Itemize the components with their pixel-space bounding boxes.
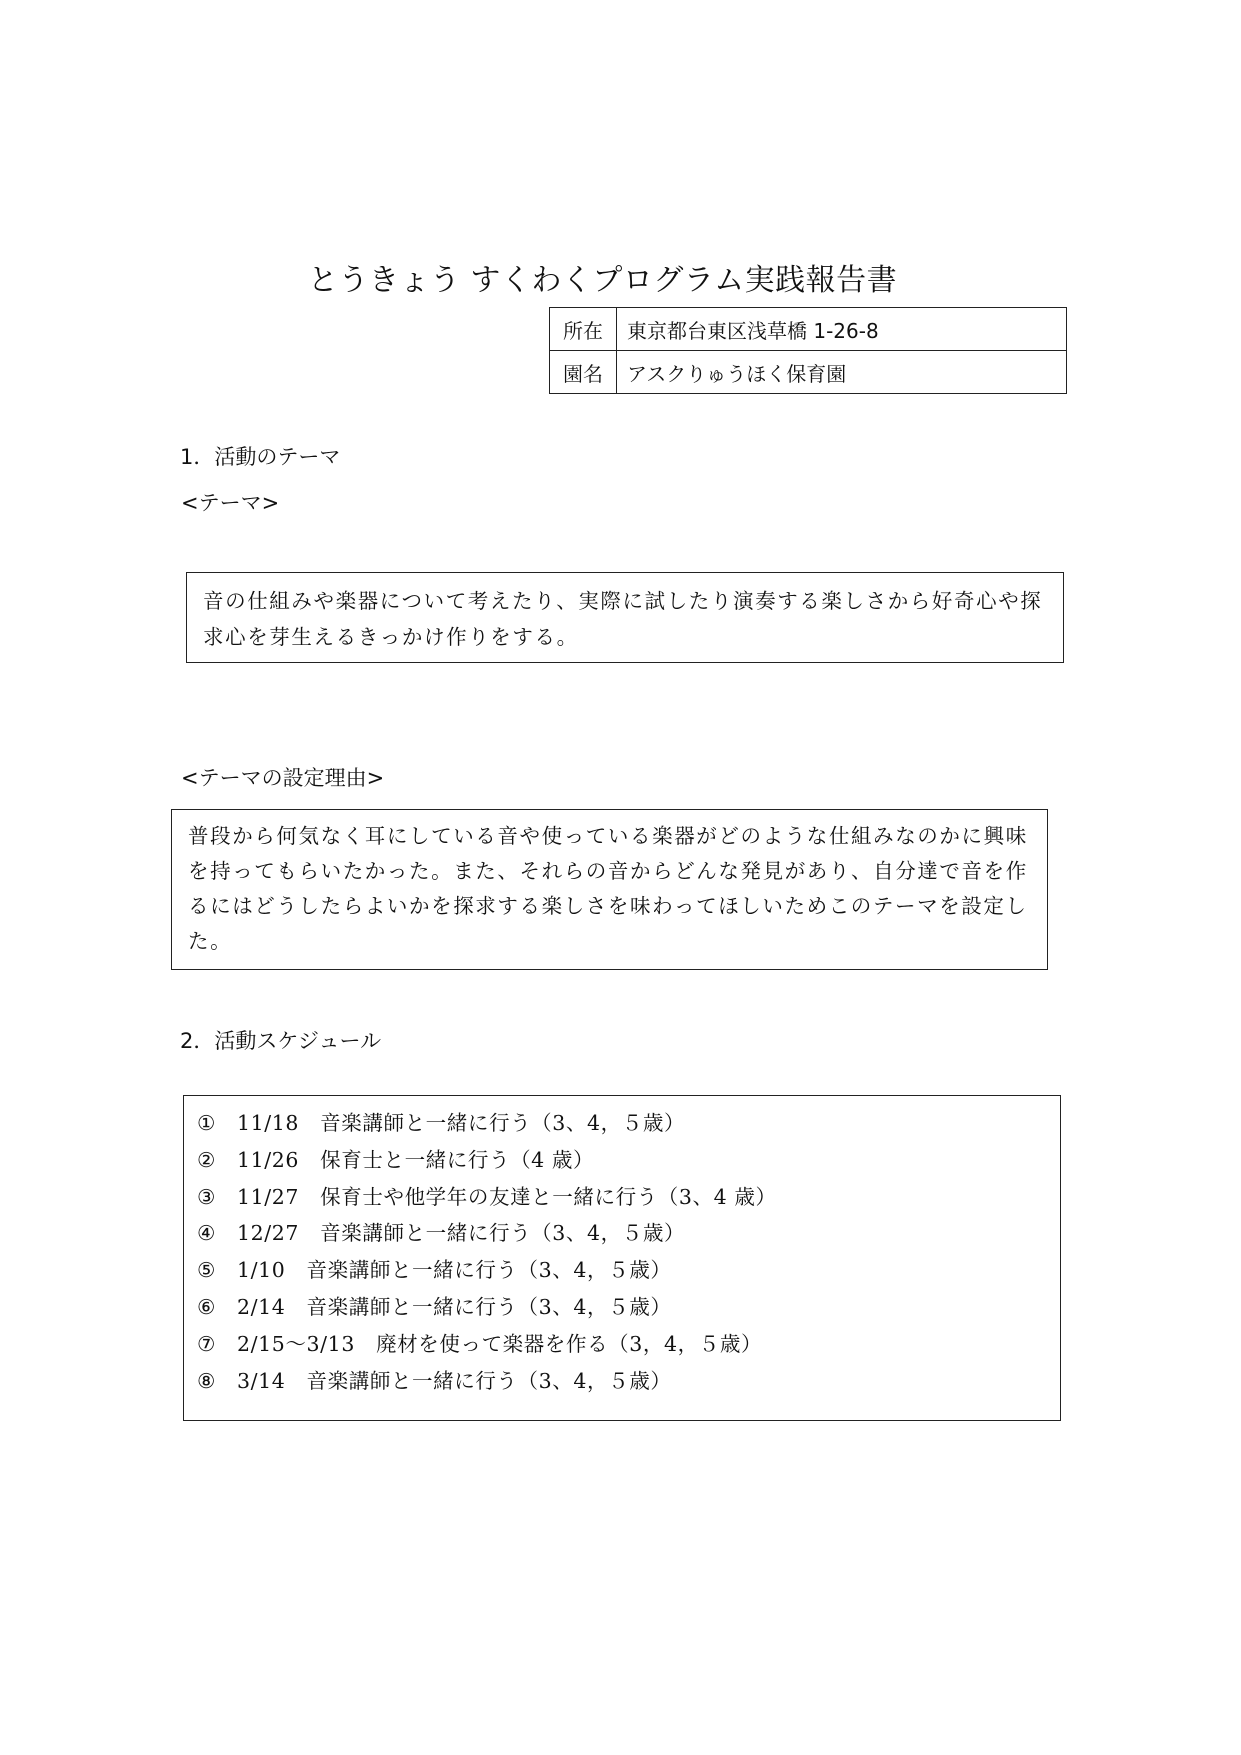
theme-heading: <テーマ>: [181, 491, 280, 515]
schedule-number: ⑦: [197, 1331, 216, 1356]
theme-line: 求心を芽生えるきっかけ作りをする。: [203, 625, 579, 649]
schedule-item: [197, 1252, 1046, 1289]
schedule-number: ③: [197, 1184, 216, 1209]
schedule-text: 2/15～3/13 廃材を使って楽器を作る（3，4，５歳）: [237, 1331, 763, 1356]
schedule-number: ④: [197, 1221, 216, 1246]
facility-name-value: アスクりゅうほく保育園: [617, 351, 1067, 394]
reason-line: るにはどうしたらよいかを探求する楽しさを味わってほしいためこのテーマを設定し: [188, 894, 1028, 918]
schedule-box: [183, 1095, 1061, 1421]
schedule-item: [197, 1142, 1046, 1179]
page-title: とうきょう すくわくプログラム実践報告書: [307, 263, 898, 298]
schedule-text: 11/18 音楽講師と一緒に行う（3、4，５歳）: [237, 1111, 686, 1135]
facility-name-label: 園名: [550, 351, 617, 394]
schedule-text: 1/10 音楽講師と一緒に行う（3、4，５歳）: [237, 1258, 672, 1283]
facility-info-table: [549, 307, 1067, 394]
schedule-item: [197, 1326, 1046, 1363]
reason-box: [171, 809, 1048, 970]
schedule-item: [197, 1289, 1046, 1326]
reason-heading: <テーマの設定理由>: [181, 766, 385, 790]
schedule-text: 11/27 保育士や他学年の友達と一緒に行う（3、4 歳）: [237, 1184, 777, 1209]
section2-heading: 2．活動スケジュール: [180, 1029, 382, 1053]
location-label: 所在: [550, 308, 617, 351]
schedule-number: ②: [197, 1147, 216, 1172]
reason-line: を持ってもらいたかった。また、それらの音からどんな発見があり、自分達で音を作: [188, 859, 1028, 883]
schedule-item: [197, 1363, 1046, 1400]
schedule-text: 11/26 保育士と一緒に行う（4 歳）: [237, 1147, 595, 1172]
section1-heading: 1．活動のテーマ: [180, 445, 341, 469]
location-row: [550, 308, 1067, 351]
schedule-text: 3/14 音楽講師と一緒に行う（3、4，５歳）: [237, 1368, 672, 1393]
schedule-item: [197, 1215, 1046, 1252]
schedule-number: ⑤: [197, 1258, 216, 1283]
schedule-item: [197, 1105, 1046, 1142]
reason-line: た。: [188, 929, 233, 953]
location-value: 東京都台東区浅草橋 1-26-8: [617, 308, 1067, 351]
schedule-text: 12/27 音楽講師と一緒に行う（3、4，５歳）: [237, 1221, 686, 1246]
facility-name-row: [550, 351, 1067, 394]
schedule-number: ①: [197, 1111, 216, 1135]
schedule-number: ⑧: [197, 1368, 216, 1393]
theme-line: 音の仕組みや楽器について考えたり、実際に試したり演奏する楽しさから好奇心や探: [203, 589, 1043, 613]
reason-line: 普段から何気なく耳にしている音や使っている楽器がどのような仕組みなのかに興味: [188, 824, 1028, 848]
schedule-text: 2/14 音楽講師と一緒に行う（3、4，５歳）: [237, 1294, 672, 1319]
schedule-number: ⑥: [197, 1294, 216, 1319]
schedule-item: [197, 1179, 1046, 1216]
schedule-list: [197, 1105, 1046, 1399]
theme-box: [186, 572, 1064, 663]
